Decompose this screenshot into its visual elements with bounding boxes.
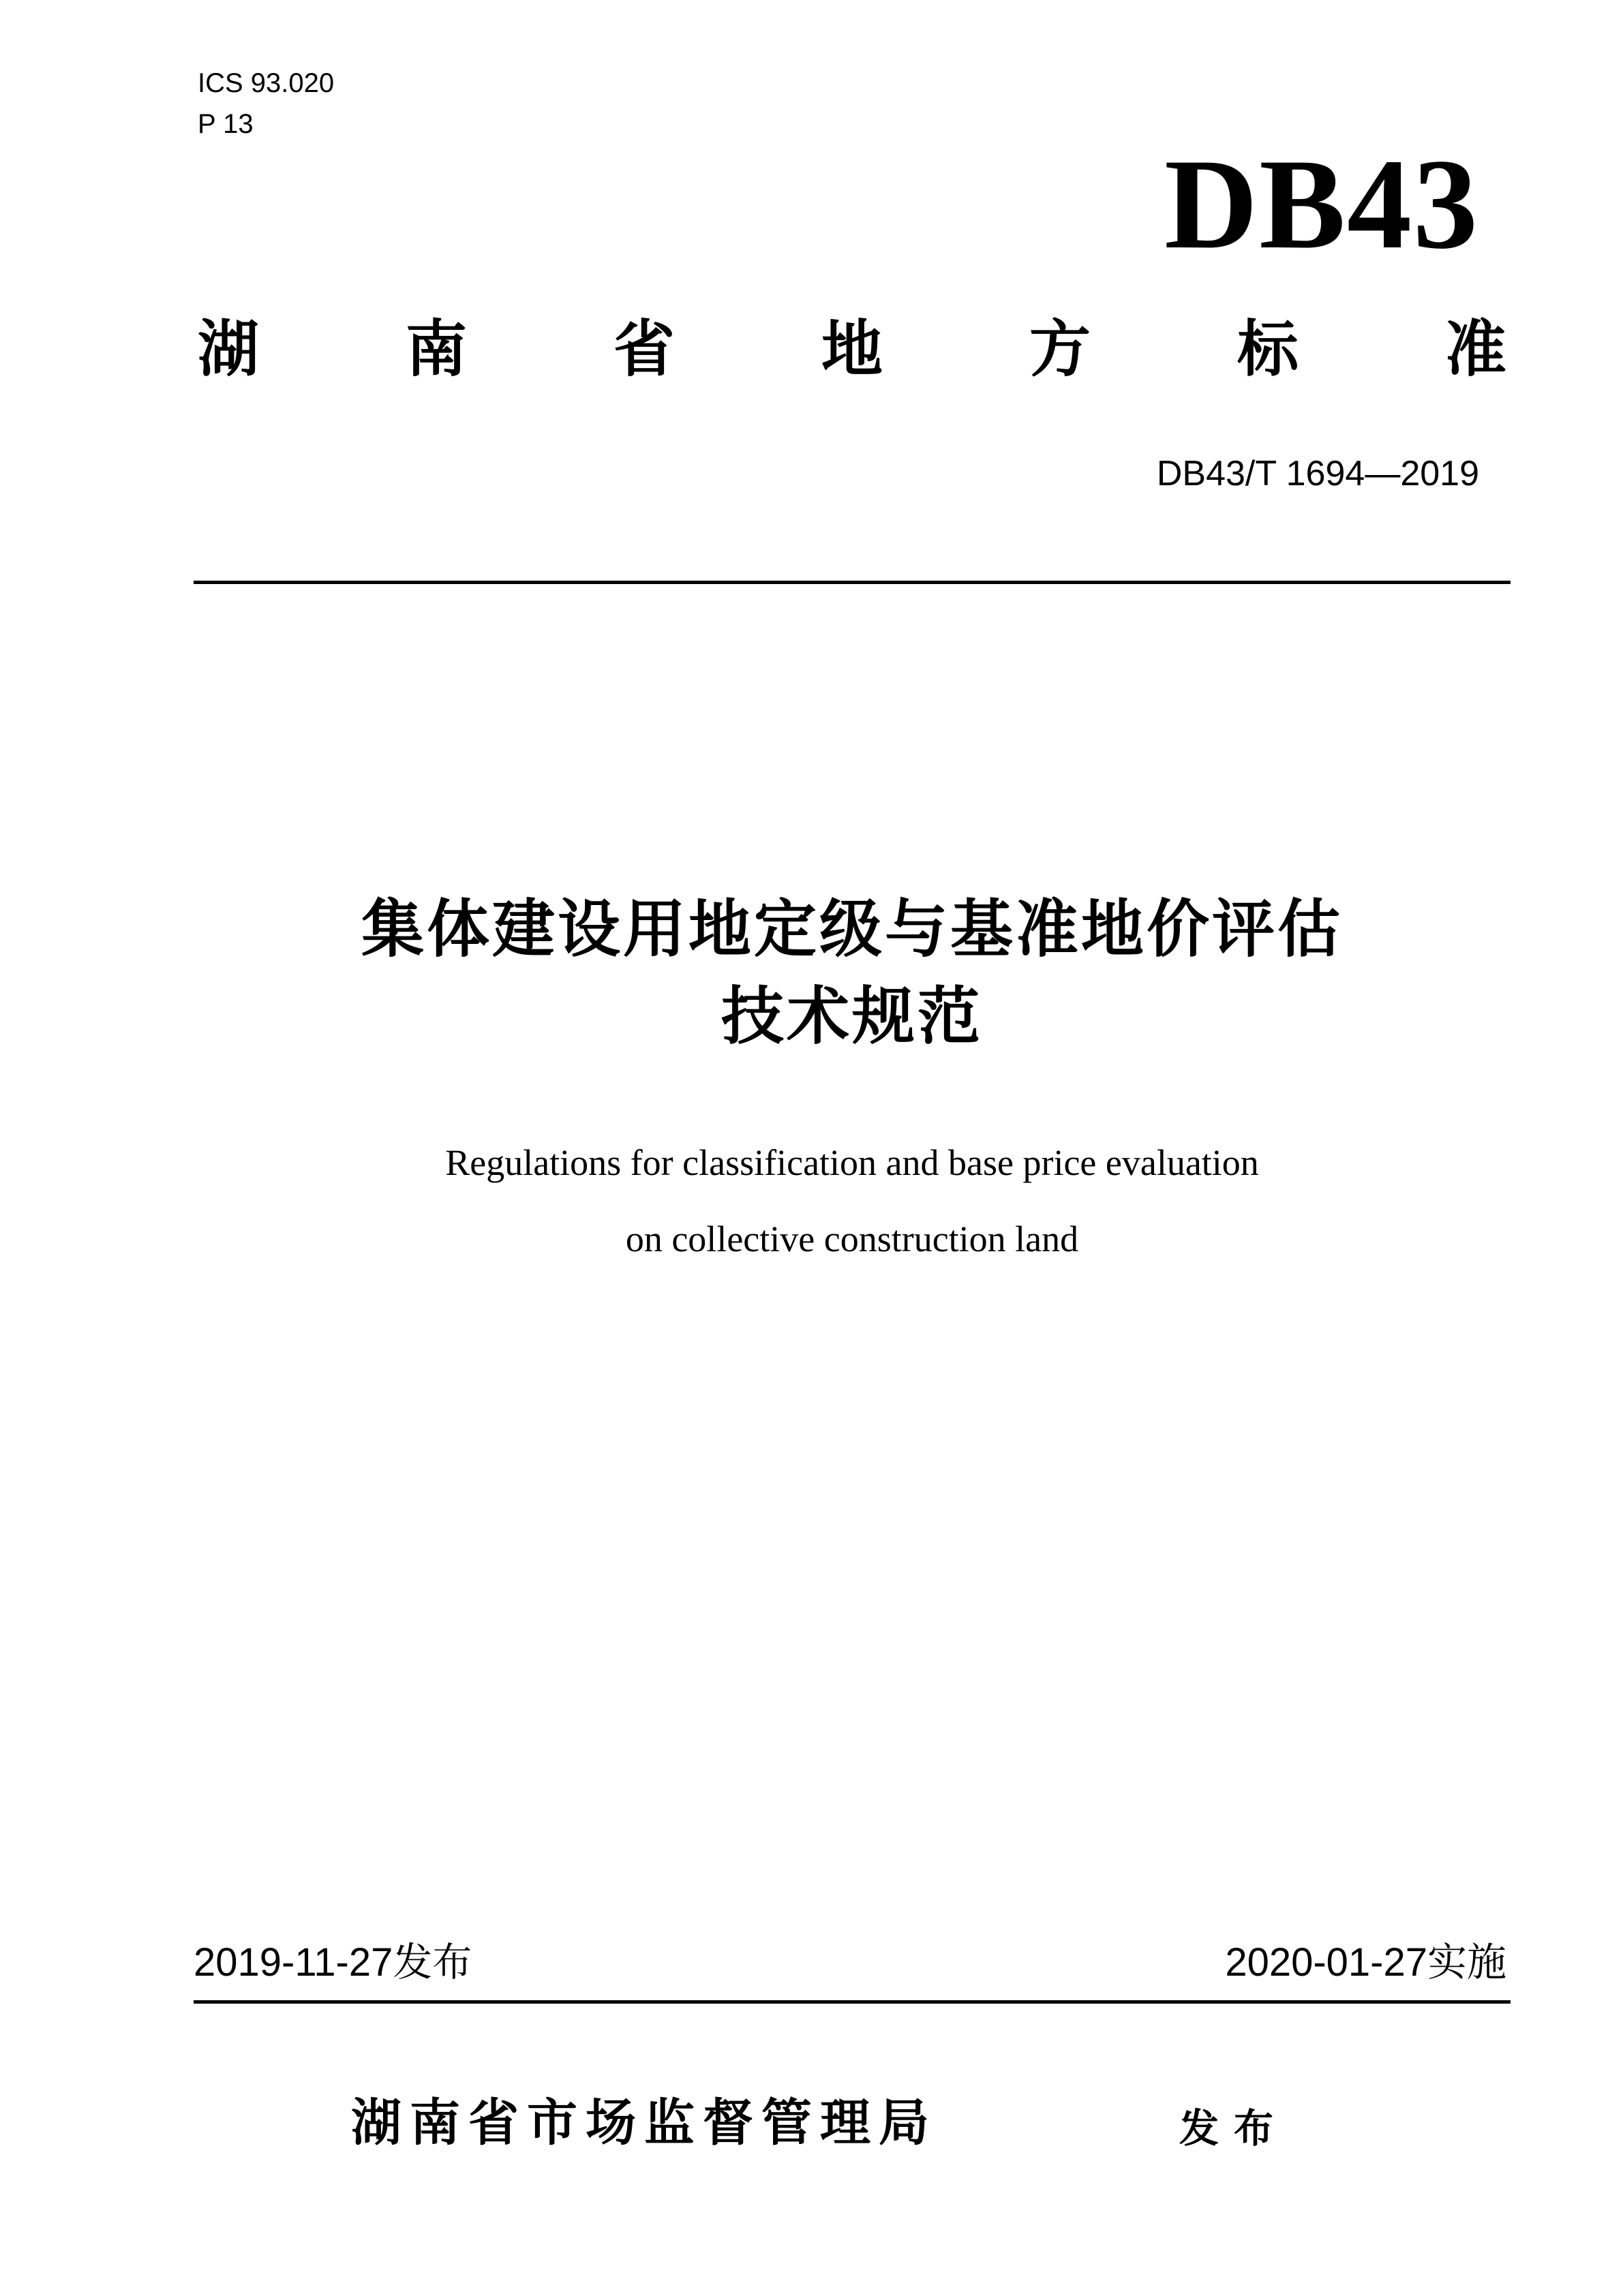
classification-codes bbox=[198, 63, 334, 144]
chinese-title-line-2: 技术规范 bbox=[721, 980, 983, 1053]
english-title bbox=[194, 1124, 1511, 1277]
standard-type-char: 南 bbox=[406, 313, 467, 385]
english-title-line-2: on collective construction land bbox=[625, 1219, 1079, 1259]
chinese-title-line-1: 集体建设用地定级与基准地价评估 bbox=[361, 893, 1343, 966]
ccs-code: P 13 bbox=[198, 109, 254, 139]
implementation-date: 2020-01-27实施 bbox=[1225, 1940, 1506, 1985]
issue-date: 2019-11-27发布 bbox=[194, 1940, 472, 1985]
standard-type-char: 准 bbox=[1445, 313, 1506, 385]
english-title-line-1: Regulations for classification and base price evaluation bbox=[445, 1142, 1259, 1183]
publisher-name: 湖南省市场监督管理局 bbox=[351, 2094, 937, 2152]
standard-number: DB43/T 1694—2019 bbox=[1156, 454, 1479, 493]
ics-code: ICS 93.020 bbox=[198, 68, 335, 98]
publish-label: 发布 bbox=[1179, 2105, 1289, 2152]
standard-type-char: 省 bbox=[613, 313, 675, 385]
standard-type-char: 湖 bbox=[198, 313, 259, 385]
standard-code-mark: DB43 bbox=[1164, 133, 1479, 276]
chinese-title bbox=[194, 886, 1511, 1060]
standard-type-char: 方 bbox=[1029, 313, 1091, 385]
standard-type-char: 标 bbox=[1237, 313, 1299, 385]
header-divider bbox=[194, 581, 1511, 584]
footer-divider bbox=[194, 2000, 1511, 2004]
standard-type-heading bbox=[198, 312, 1506, 387]
standard-type-char: 地 bbox=[821, 313, 883, 385]
